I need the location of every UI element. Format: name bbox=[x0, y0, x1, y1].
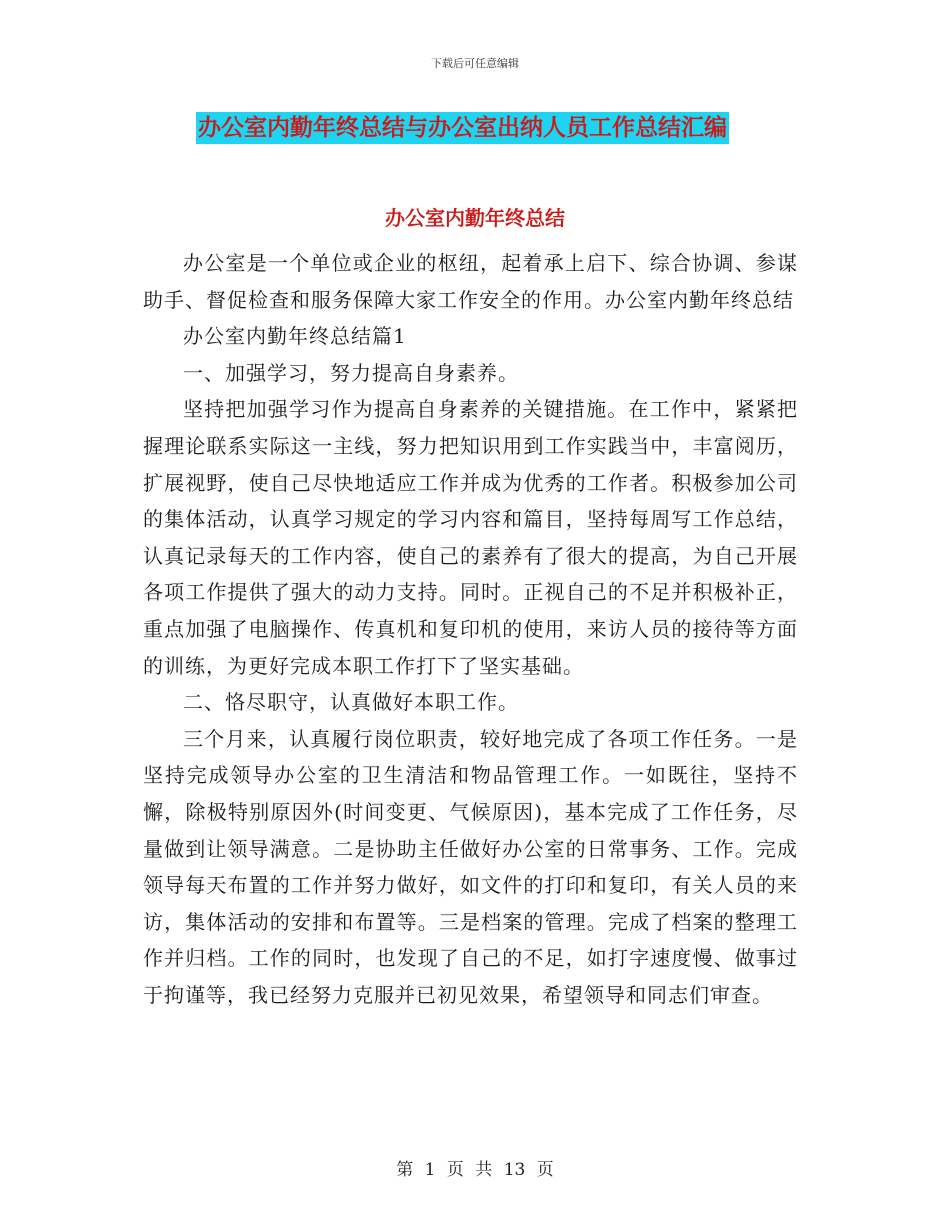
document-body bbox=[143, 245, 798, 1013]
section-title: 办公室内勤年终总结 bbox=[385, 206, 565, 230]
page-footer: 第 1 页 共 13 页 bbox=[396, 1160, 554, 1180]
paragraph: 办公室内勤年终总结篇1 bbox=[183, 324, 407, 349]
header-note: 下载后可任意编辑 bbox=[431, 57, 519, 70]
paragraph: 二、恪尽职守，认真做好本职工作。 bbox=[183, 690, 519, 715]
paragraph: 坚持把加强学习作为提高自身素养的关键措施。在工作中，紧紧把握理论联系实际这一主线，努力把知识用到工作实践当中，丰富阅历，扩展视野，使自己尽快地适应工作并成为优秀的工作者。积极参加公司的集体活动，认真学习规定的学习内容和篇目，坚持每周写工作总结，认真记录每天的工作内容，使自己的素养有了很大的提高，为自己开展各项工作提供了强大的动力支持。同时。正视自己的不足并积极补正，重点加强了电脑操作、传真机和复印机的使用，来访人员的接待等方面的训练，为更好完成本职工作打下了坚实基础。 bbox=[143, 397, 798, 678]
paragraph: 办公室是一个单位或企业的枢纽，起着承上启下、综合协调、参谋助手、督促检查和服务保障大家工作安全的作用。办公室内勤年终总结 bbox=[143, 251, 798, 312]
paragraph: 一、加强学习，努力提高自身素养。 bbox=[183, 360, 519, 385]
document-title: 办公室内勤年终总结与办公室出纳人员工作总结汇编 bbox=[196, 112, 729, 144]
paragraph: 三个月来，认真履行岗位职责，较好地完成了各项工作任务。一是坚持完成领导办公室的卫生清洁和物品管理工作。一如既往，坚持不懈，除极特别原因外(时间变更、气候原因)，基本完成了工作任务，尽量做到让领导满意。二是协助主任做好办公室的日常事务、工作。完成领导每天布置的工作并努力做好，如文件的打印和复印，有关人员的来访，集体活动的安排和布置等。三是档案的管理。完成了档案的整理工作并归档。工作的同时，也发现了自己的不足，如打字速度慢、做事过于拘谨等，我已经努力克服并已初见效果，希望领导和同志们审查。 bbox=[143, 726, 798, 1007]
